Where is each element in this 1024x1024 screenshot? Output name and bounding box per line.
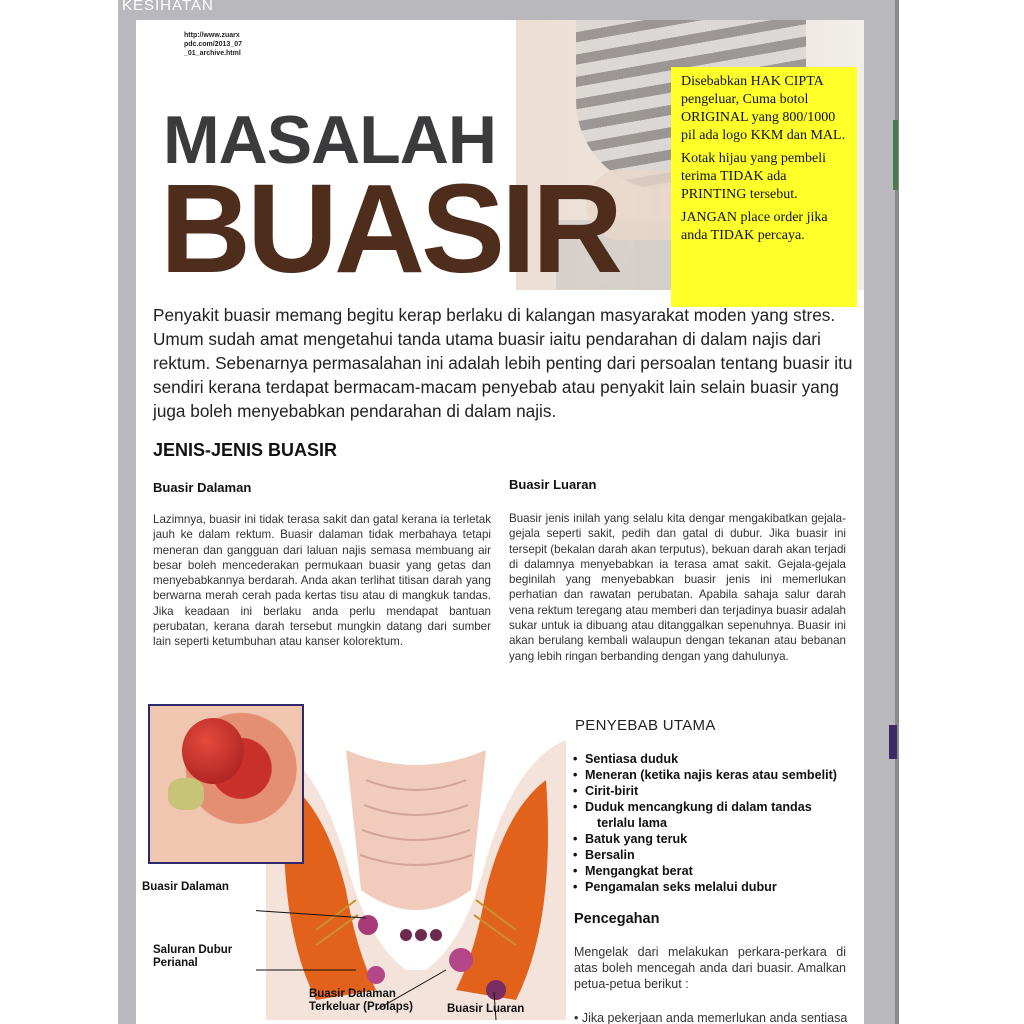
label-internal: Buasir Dalaman <box>142 881 229 893</box>
causes-title: PENYEBAB UTAMA <box>575 717 716 734</box>
list-item: • Meneran (ketika najis keras atau sembelit) <box>573 767 837 783</box>
anatomy-illustration <box>256 720 576 1020</box>
causes-list <box>573 751 837 895</box>
page-edge-mark <box>893 120 898 190</box>
label-prolapse: Buasir Dalaman Terkeluar (Prolaps) <box>309 988 413 1013</box>
list-item: • Batuk yang teruk <box>573 831 837 847</box>
list-item: • Pengamalan seks melalui dubur <box>573 879 837 895</box>
external-title: Buasir Luaran <box>509 477 597 492</box>
scan-background <box>0 0 118 1024</box>
list-item: • Mengangkat berat <box>573 863 837 879</box>
external-text: Buasir jenis inilah yang selalu kita dengar mengakibatkan gejala-gejala seperti sakit, pedih dan gatal di dubur. Jika buasir ini tersepit (bekalan darah akan terputus), bekuan darah akan terjadi di dalamnya menyebabkan ia terasa amat sakit. Gejala-gejala beginilah yang menyebabkan buasir jenis ini memerlukan perhatian dan rawatan perubatan. Apabila sahaja salur darah vena rektum teregang atau memberi dan terjadinya buasir adalah sukar untuk ia dibuang atau ditanggalkan sepenuhnya. Buasir ini akan berulang kembali walaupun dengan tekanan atau bebanan yang lebih ringan berbanding dengan yang dahulunya. <box>509 512 846 663</box>
section-title: JENIS-JENIS BUASIR <box>153 440 338 460</box>
prevention-title: Pencegahan <box>574 911 660 927</box>
magazine-page <box>136 20 864 1024</box>
hemorrhoid-photo <box>148 704 304 864</box>
note-paragraph: Disebabkan HAK CIPTA pengeluar, Cuma botol ORIGINAL yang 800/1000 pil ada logo KKM dan MAL. <box>681 74 846 143</box>
prevention-bullet: • Jika pekerjaan anda memerlukan anda sentiasa <box>574 1011 848 1024</box>
title-line2: BUASIR <box>160 158 620 299</box>
label-canal: Saluran Dubur Perianal <box>153 944 233 969</box>
internal-title: Buasir Dalaman <box>153 480 252 495</box>
list-item: • Sentiasa duduk <box>573 751 837 767</box>
prevention-text: Mengelak dari melakukan perkara-perkara di atas boleh mencegah anda dari buasir. Amalkan petua-petua berikut : <box>574 945 846 991</box>
title-line1: MASALAH <box>163 102 496 178</box>
note-paragraph: Kotak hijau yang pembeli terima TIDAK ada PRINTING tersebut. <box>681 151 827 202</box>
source-url: http://www.zuarx pdc.com/2013_07 _01_archive.html <box>184 32 242 57</box>
list-item: • Cirit-birit <box>573 783 837 799</box>
note-paragraph: JANGAN place order jika anda TIDAK percaya. <box>681 210 828 243</box>
label-external: Buasir Luaran <box>447 1003 525 1015</box>
list-item: terlalu lama <box>597 816 667 830</box>
intro-paragraph: Penyakit buasir memang begitu kerap berlaku di kalangan masyarakat moden yang stres. Umum sudah amat mengetahui tanda utama buasir iaitu pendarahan di dalam najis dari rektum. Sebenarnya permasalahan ini adalah lebih penting dari persoalan tentang buasir itu sendiri kerana terdapat bermacam-macam penyebab atau penyakit lain selain buasir yang juga boleh menyebabkan pendarahan di dalam najis. <box>153 305 853 421</box>
section-header: KESIHATAN <box>122 0 214 14</box>
internal-text: Lazimnya, buasir ini tidak terasa sakit dan gatal kerana ia terletak jauh ke dalam rektum. Buasir dalaman tidak merbahaya tetapi meneran dan gangguan dari laluan najis semasa membuang air besar boleh mencederakan permukaan buasir yang getas dan menyebabkannya berdarah. Anda akan terlihat titisan darah yang berwarna merah cerah pada kertas tisu atau di mangkuk tandas. Jika keadaan ini berlaku anda perlu mendapat bantuan perubatan, kerana darah tersebut mungkin datang dari sumber lain seperti ketumbuhan atau kanser kolorektum. <box>153 513 491 649</box>
page-edge-mark <box>889 725 897 759</box>
seller-note <box>671 67 857 307</box>
list-item: • Duduk mencangkung di dalam tandas <box>573 799 837 815</box>
list-item: • Bersalin <box>573 847 837 863</box>
